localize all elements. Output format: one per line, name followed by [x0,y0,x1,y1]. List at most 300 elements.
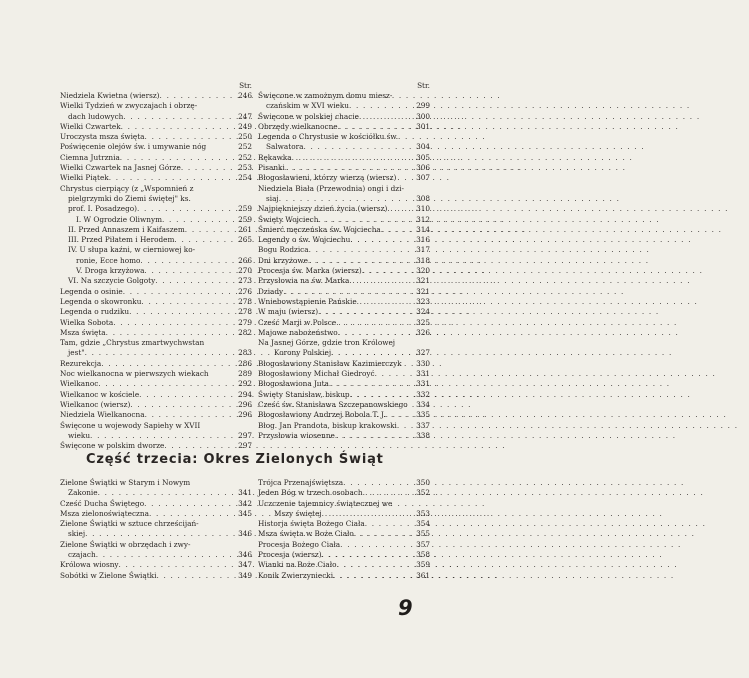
toc-entry-title: Legenda o rudziku [60,307,130,317]
toc-entry [60,153,252,163]
dot-leader [331,348,416,358]
toc-entry-page: 323 [416,296,430,306]
toc-entry [60,478,252,488]
toc-entry-page: 278 [238,296,252,306]
toc-entry [60,235,252,245]
dot-leader [185,225,238,235]
toc-entry [258,390,430,400]
toc-entry [60,204,252,214]
toc-entry [60,173,252,183]
toc-entry-title: Błogosławiony Michał Giedroyć [258,369,375,379]
toc-entry-title: Najpiękniejszy dzień życia (wiersz) [258,204,388,214]
toc-entry-title: Poświęcenie olejów św. i umywanie nóg [60,142,207,152]
page-column-header: Str. [239,81,252,90]
toc-entry-page: 352 [416,488,430,498]
toc-entry [258,571,430,581]
toc-entry [258,328,430,338]
dot-leader [350,390,416,400]
toc-entry [258,529,430,539]
dot-leader [349,276,416,286]
dot-leader [145,132,238,142]
toc-left-column [60,81,252,451]
toc-entry-title: Mszy świętej [274,508,322,518]
toc-entry-title: Wielka Sobota [60,317,114,327]
toc-entry-page: 246 [238,91,252,100]
toc-entry-page: 297 [238,430,252,440]
dot-leader [322,550,416,560]
toc-entry-title: Zielone Świątki w obrzędach i zwy- [60,539,191,549]
toc-entry-title: Błogosławieni, którzy wierzą (wiersz) [258,173,397,183]
toc-entry-page: 355 [416,529,430,539]
toc-entry [258,256,430,266]
toc-entry-title: Święty Stanisław, biskup [258,389,350,399]
toc-entry-page: 345 [238,508,252,518]
toc-entry-title: Msza święta w Boże Ciało [258,529,354,539]
toc-entry [258,369,430,379]
toc-entry-page: 278 [238,307,252,317]
toc-entry [60,256,252,266]
toc-entry-title: Niedziela Biała (Przewodnia) ongi i dzi- [258,183,404,193]
toc-entry [258,478,430,488]
toc-entry-title: siaj [266,193,279,203]
dot-leader [338,328,416,338]
dot-leader [156,571,238,581]
dot-leader [308,256,416,266]
toc-entry [60,359,252,369]
toc-entry-title: Uroczysta msza święta [60,132,145,142]
toc-entry [60,91,252,101]
dot-leader [309,245,416,255]
toc-entry-title: Historja święta Bożego Ciała [258,519,365,529]
dot-leader [144,499,238,509]
toc-entry-title: jest" [68,348,85,358]
toc-entry-title: pielgrzymki do Ziemi świętej" ks. [68,193,191,203]
dot-leader [303,142,416,152]
toc-entry-page: 282 [238,327,252,337]
toc-entry [60,101,252,111]
dot-leader [335,431,416,441]
toc-entry [60,184,252,194]
toc-entry [258,184,430,194]
toc-entry [60,122,252,132]
toc-entry-page: 314 [416,224,430,234]
toc-entry-title: Dziady [258,286,284,296]
toc-entry [60,390,252,400]
toc-entry-page: 347 [238,560,252,570]
toc-entry-page: 308 [416,193,430,203]
toc-entry-title: Procesja (wiersz) [258,550,322,560]
dot-leader [375,369,416,379]
toc-entry-title: Wielki Czwartek na Jasnej Górze [60,163,181,173]
toc-entry [258,287,430,297]
toc-entry-title: Salwatora [266,142,304,152]
toc-entry [258,509,430,519]
toc-entry [60,529,252,539]
toc-entry-title: Legendy o św. Wojciechu [258,235,351,245]
dot-leader [350,235,416,245]
toc-entry-title: Wielkanoc (wiersz) [60,399,131,409]
dot-leader [322,509,416,519]
toc-entry [258,91,430,101]
toc-entry-title: Przysłowia wiosenne [258,430,335,440]
toc-entry-title: Pisanki [258,163,285,173]
toc-entry-title: I. W Ogrodzie Oliwnym [76,214,162,224]
dot-leader [137,204,238,214]
toc-entry-page: 252 [238,142,252,152]
toc-entry [258,194,430,204]
toc-entry-title: Noc wielkanocna w pierwszych wiekach [60,369,209,379]
toc-entry [258,348,430,358]
dot-leader [129,307,238,317]
toc-entry-title: Ciemna Jutrznia [60,152,120,162]
toc-entry [258,431,430,441]
dot-leader [283,287,416,297]
toc-entry-title: Chrystus cierpiący (z „Wspomnień z [60,183,194,193]
toc-entry-title: Błog. Jan Prandota, biskup krakowski [258,420,397,430]
dot-leader [336,560,416,570]
dot-leader [121,122,238,132]
toc-entry [60,132,252,142]
toc-entry-page: 316 [416,235,430,245]
toc-entry [60,163,252,173]
toc-entry [60,499,252,509]
dot-leader [140,256,238,266]
toc-entry [60,379,252,389]
toc-entry-title: Święcone w polskim dworze [60,441,165,451]
dot-leader [164,441,238,451]
toc-entry [60,509,252,519]
toc-entry-page: 296 [238,399,252,409]
toc-entry-title: czajach [68,550,96,560]
toc-entry-title: II. Przed Annaszem i Kaifaszem [68,224,185,234]
toc-entry [258,410,430,420]
toc-entry-page: 270 [238,266,252,276]
toc-entry [258,215,430,225]
toc-entry [258,519,430,529]
toc-entry [60,245,252,255]
dot-leader [292,153,416,163]
toc-entry-page: 305 [416,152,430,162]
toc-entry [60,560,252,570]
dot-leader [386,410,416,420]
toc-entry-page: 253 [238,163,252,173]
toc-entry-page: 299 [416,101,430,111]
dot-leader [120,153,238,163]
toc-entry-title: Msza zielonoświąteczna [60,508,149,518]
toc-entry [60,519,252,529]
toc-entry [258,307,430,317]
toc-entry-title: prof. I. Posadzego) [68,204,137,214]
toc-entry-page: 283 [238,348,252,358]
toc-entry-page: 327 [416,348,430,358]
dot-leader [160,91,238,101]
toc-entry [258,204,430,214]
toc-entry [60,369,252,379]
dot-leader [363,488,416,498]
toc-entry [60,194,252,204]
dot-leader [101,359,238,369]
toc-entry-page: 324 [416,307,430,317]
toc-entry-page: 325 [416,317,430,327]
toc-entry-title: Korony Polskiej [274,348,332,358]
toc-entry-title: Niedziela Kwietna (wiersz) [60,91,160,100]
toc-entry [258,499,430,509]
dot-leader [338,122,416,132]
toc-entry-title: Cześć św. Stanisława Szczepanowskiego [258,399,408,409]
dot-leader [162,215,238,225]
toc-entry-page: 357 [416,539,430,549]
toc-entry-page: 350 [416,478,430,487]
toc-entry-page: 304 [416,142,430,152]
toc-entry-title: Święcone u wojewody Sapiehy w XVII [60,420,201,430]
dot-leader [359,112,416,122]
toc-entry-title: Legenda o Chrystusie w kościółku św. [258,132,399,142]
toc-entry [60,307,252,317]
toc-entry [60,225,252,235]
toc-entry [60,112,252,122]
toc-entry-title: Rezurekcja [60,358,102,368]
toc-entry [60,400,252,410]
toc-entry-page: 266 [238,255,252,265]
toc-entry-title: IV. U słupa kaźni, w cierniowej ko- [68,245,196,255]
toc-entry-page: 286 [238,358,252,368]
toc-entry [60,550,252,560]
dot-leader [285,163,416,173]
toc-entry-title: Wielki Piątek [60,173,109,183]
toc-entry-title: Sobótki w Zielone Świątki [60,570,157,580]
dot-leader [362,266,416,276]
toc-entry-title: Majowe nabożeństwo [258,327,338,337]
dot-leader [354,529,416,539]
toc-entry [258,122,430,132]
dot-leader [85,529,238,539]
toc-entry-title: Błogosławiony Andrzej Bobola T. J. [258,410,386,420]
toc-entry-page: 326 [416,327,430,337]
toc-entry-title: Błogosławiony Stanisław Kazimierczyk [258,358,402,368]
toc-entry-page: 250 [238,132,252,142]
toc-entry-page: 318 [416,255,430,265]
toc-entry [258,163,430,173]
toc-entry-title: czańskim w XVI wieku [266,101,349,111]
dot-leader [329,379,416,389]
toc-entry-title: Zakonie [68,488,98,498]
toc-entry [60,328,252,338]
toc-entry-page: 265 [238,235,252,245]
toc-entry-page: 358 [416,550,430,560]
toc-entry [60,276,252,286]
dot-leader [123,112,238,122]
section-heading: Część trzecia: Okres Zielonych Świąt [86,452,384,467]
toc-entry [258,173,430,183]
toc-entry-page: 338 [416,430,430,440]
dot-leader [340,540,416,550]
toc-entry-page: 300 [416,111,430,121]
toc-section-left-column [60,478,252,581]
toc-entry-page: 289 [238,369,252,379]
toc-entry [60,287,252,297]
toc-entry [258,235,430,245]
toc-entry-title: Jeden Bóg w trzech osobach [258,488,363,498]
dot-leader [130,400,238,410]
dot-leader [279,194,416,204]
toc-entry-title: VI. Na szczycie Golgoty [68,276,156,286]
dot-leader [381,225,416,235]
toc-entry-page: 331 [416,369,430,379]
toc-entry-title: Cześć Ducha Świętego [60,498,145,508]
dot-leader [318,307,416,317]
dot-leader [109,173,238,183]
toc-entry-page: 317 [416,245,430,255]
dot-leader [145,410,238,420]
dot-leader [85,348,238,358]
toc-entry-title: Bogu Rodzica [258,245,309,255]
toc-entry-title: Obrzędy wielkanocne [258,121,338,131]
toc-entry-title: Procesja Bożego Ciała [258,539,341,549]
toc-entry-page: 353 [416,508,430,518]
toc-entry-page: 259 [238,204,252,214]
dot-leader [113,318,238,328]
toc-entry-page: 306 [416,163,430,173]
toc-entry-title: Wielkanoc [60,379,99,389]
toc-entry-page: 321 [416,286,430,296]
toc-entry-page: 301 [416,121,430,131]
toc-entry-title: Msza święta [60,327,106,337]
dot-leader [336,318,416,328]
toc-entry [258,359,430,369]
toc-entry-title: Wianki na Boże Ciało [258,560,337,570]
toc-entry-title: Wniebowstąpienie Pańskie [258,296,357,306]
toc-entry [258,488,430,498]
toc-entry [258,318,430,328]
toc-entry [258,400,430,410]
toc-entry-page: 321 [416,276,430,286]
toc-entry-title: dach ludowych [68,111,124,121]
toc-entry [258,101,430,111]
dot-leader [181,163,238,173]
toc-entry-title: ronie, Ecce homo [76,255,141,265]
toc-entry-title: Święcone w zamożnym domu miesz- [258,91,393,100]
page-number: 9 [398,596,413,620]
toc-entry [60,571,252,581]
dot-leader [397,421,416,431]
dot-leader [98,379,238,389]
dot-leader [141,297,238,307]
toc-entry-title: skiej [68,529,86,539]
toc-entry-page: 346 [238,550,252,560]
toc-entry [60,431,252,441]
toc-entry-title: wieku [68,430,91,440]
toc-entry [258,142,430,152]
toc-entry [60,441,252,451]
dot-leader [98,488,238,498]
toc-entry-title: Procesja św. Marka (wiersz) [258,266,362,276]
dot-leader [333,571,416,581]
toc-entry-page: 320 [416,266,430,276]
toc-entry-page: 261 [238,224,252,234]
dot-leader [357,297,416,307]
toc-entry-title: W maju (wiersz) [258,307,319,317]
dot-leader [343,478,416,488]
toc-entry [60,540,252,550]
toc-entry-page: 354 [416,519,430,529]
toc-entry-page: 337 [416,420,430,430]
dot-leader [123,287,238,297]
dot-leader [149,509,238,519]
toc-entry-page: 249 [238,121,252,131]
toc-entry-title: Cześć Marji w Polsce [258,317,337,327]
dot-leader [365,519,416,529]
toc-entry-page: 341 [238,488,252,498]
toc-entry [258,132,430,142]
toc-entry [258,540,430,550]
toc-entry-title: Na Jasnej Górze, gdzie tron Królowej [258,338,396,348]
toc-entry-page: 342 [238,498,252,508]
toc-entry [258,560,430,570]
toc-entry [258,225,430,235]
toc-entry-page: 349 [238,570,252,580]
toc-entry-page: 259 [238,214,252,224]
toc-entry-page: 334 [416,399,430,409]
toc-entry [60,348,252,358]
toc-entry [60,297,252,307]
dot-leader [139,390,238,400]
toc-entry-title: Tam, gdzie „Chrystus zmartwychwstan [60,338,205,348]
toc-entry [258,338,430,348]
toc-entry-page: 312 [416,214,430,224]
toc-entry-page: 276 [238,286,252,296]
toc-entry-title: Królowa wiosny [60,560,119,570]
toc-entry [258,266,430,276]
page-column-header: Str. [417,81,430,90]
toc-entry-page: 273 [238,276,252,286]
toc-entry-page: 335 [416,410,430,420]
toc-entry [258,276,430,286]
toc-entry-title: Konik Zwierzyniecki [258,570,334,580]
toc-entry-page: 252 [238,152,252,162]
dot-leader [174,235,238,245]
toc-entry-page: 294 [238,389,252,399]
toc-entry-title: Wielkanoc w kościele [60,389,140,399]
toc-entry [60,338,252,348]
toc-entry-page: 331 [416,379,430,389]
toc-entry-page: 310 [416,204,430,214]
toc-entry-page: 330 [416,358,430,368]
toc-section-right-column [258,478,430,581]
toc-entry [258,421,430,431]
toc-entry-page: 346 [238,529,252,539]
toc-entry-title: Zielone Świątki w sztuce chrześcijań- [60,519,199,529]
toc-entry [258,379,430,389]
toc-entry [258,245,430,255]
dot-leader [90,431,238,441]
toc-entry-title: Święty Wojciech [258,214,319,224]
toc-entry-page: 359 [416,560,430,570]
toc-entry-title: Niedziela Wielkanocna [60,410,145,420]
toc-entry-title: Trójca Przenajświętsza [258,478,344,487]
toc-entry [258,112,430,122]
toc-entry [60,318,252,328]
toc-entry-title: III. Przed Piłatem i Herodem [68,235,175,245]
toc-entry [60,488,252,498]
toc-entry [258,153,430,163]
toc-entry-title: Legenda o skowronku [60,296,142,306]
toc-entry-title: Zielone Świątki w Starym i Nowym [60,478,191,487]
dot-leader [318,215,416,225]
toc-entry [60,410,252,420]
dot-leader [387,204,416,214]
toc-entry [60,266,252,276]
toc-entry-page: 297 [238,441,252,451]
